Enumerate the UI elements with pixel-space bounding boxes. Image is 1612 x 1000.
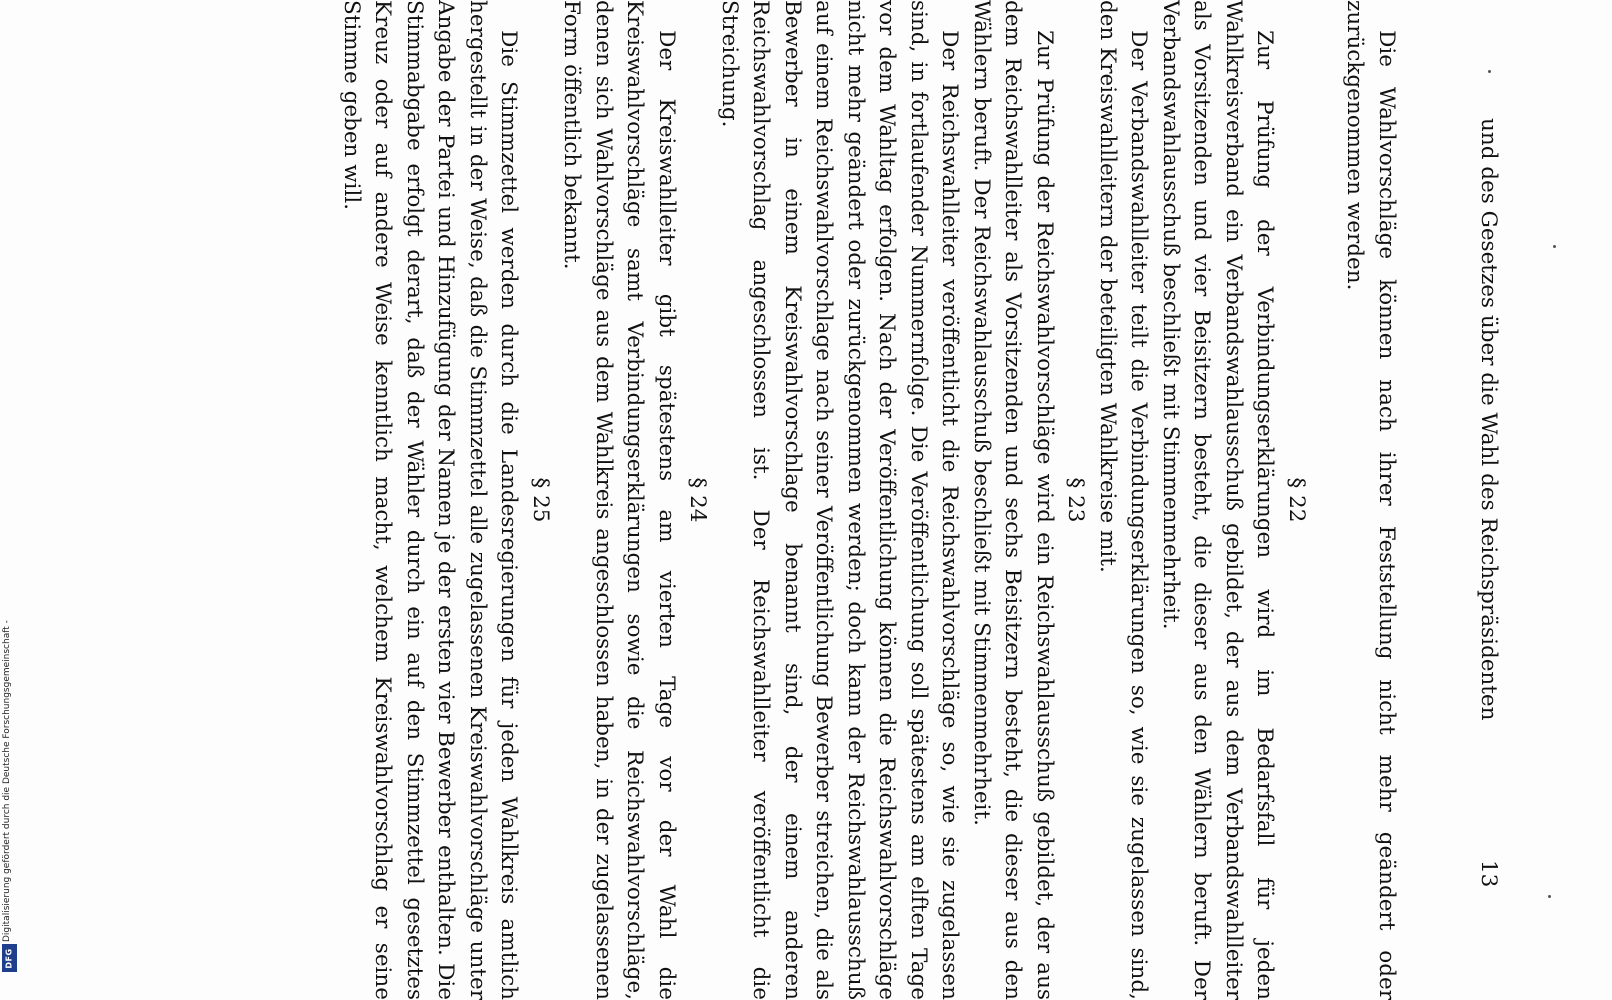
section-heading: § 25 bbox=[528, 477, 553, 523]
section-paragraph: Die Stimmzettel werden durch die Landesregierungen für jeden Wahlkreis amtlich hergestellt in der Weise, daß die Stimmzettel alle zugelassenen Kreiswahlvorschläge unter Angabe der Partei und Hinzufügung der Namen je der ersten vier Bewerber enthalten. Die Stimmabgabe erfolgt derart, daß der Wähler durch ein auf den Stimmzettel gesetztes Kreuz oder auf andere Weise kenntlich macht, welchem Kreiswahlvorschlag er seine Stimme geben will. bbox=[339, 0, 522, 1000]
section-paragraph: Zur Prüfung der Verbindungserklärungen wird im Bedarfsfall für jeden Wahlkreisverband ein Verbandswahlausschuß gebildet, der aus dem Verbandswahlleiter als Vorsitzenden und vier Beisitzern besteht, die dieser aus den Wählern beruft. Der Verbandswahlausschuß beschließt mit Stimmenmehrheit. bbox=[1158, 0, 1278, 1000]
dfg-logo-icon: DFG bbox=[2, 944, 17, 972]
section-heading: § 22 bbox=[1284, 477, 1309, 523]
section-paragraph: Der Verbandswahlleiter teilt die Verbindungserklärungen so, wie sie zugelassen sind, den Kreiswahlleitern der beteiligten Wahlkreise mit. bbox=[1095, 0, 1152, 1000]
opening-paragraph: Die Wahlvorschläge können nach ihrer Feststellung nicht mehr geändert oder zurückgenommen werden. bbox=[1342, 0, 1399, 1000]
section-paragraph: Der Reichswahlleiter veröffentlicht die Reichswahlvorschläge so, wie sie zugelassen sind, in fortlaufender Nummernfolge. Die Veröffentlichung soll spätestens am elften Tage vor dem Wahltag erfolgen. Nach der Veröffentlichung können die Reichswahlvorschläge nicht mehr geändert oder zurückgenommen werden; doch kann der Reichswahlausschuß auf einem Reichswahlvorschlage nach seiner Veröffentlichung Bewerber streichen, die als Bewerber in einem Kreiswahlvorschlage benannt sind, der einem anderen Reichswahlvorschlag angeschlossen ist. Der Reichswahlleiter veröffentlicht die Streichung. bbox=[717, 0, 963, 1000]
section-heading: § 24 bbox=[685, 477, 711, 523]
page-number: 13 bbox=[1476, 860, 1501, 888]
scan-speck bbox=[1553, 245, 1556, 248]
section-heading: § 23 bbox=[1063, 477, 1089, 523]
scan-speck bbox=[1548, 895, 1551, 898]
section-paragraph: Zur Prüfung der Reichswahlvorschläge wird ein Reichswahlausschuß gebildet, der aus dem Reichswahlleiter als Vorsitzenden und sechs Beisitzern besteht, die dieser aus den Wählern beruft. Der Reichswahlausschuß beschließt mit Stimmenmehrheit. bbox=[969, 0, 1057, 1000]
funding-note: Digitalisierung gefördert durch die Deutsche Forschungsgemeinschaft - bbox=[2, 620, 12, 942]
section-paragraph: Der Kreiswahlleiter gibt spätestens am vierten Tage vor der Wahl die Kreiswahlvorschläge samt Verbindungserklärungen sowie die Reichswahlvorschläge, denen sich Wahlvorschläge aus dem Wahlkreis angeschlossen haben, in der zugelassenen Form öffentlich bekannt. bbox=[559, 0, 679, 1000]
sections-block bbox=[336, 0, 1313, 1000]
text-block bbox=[1339, 0, 1402, 1000]
scan-speck bbox=[1488, 70, 1491, 73]
running-header-text: und des Gesetzes über die Wahl des Reichspräsidenten bbox=[1476, 118, 1501, 721]
